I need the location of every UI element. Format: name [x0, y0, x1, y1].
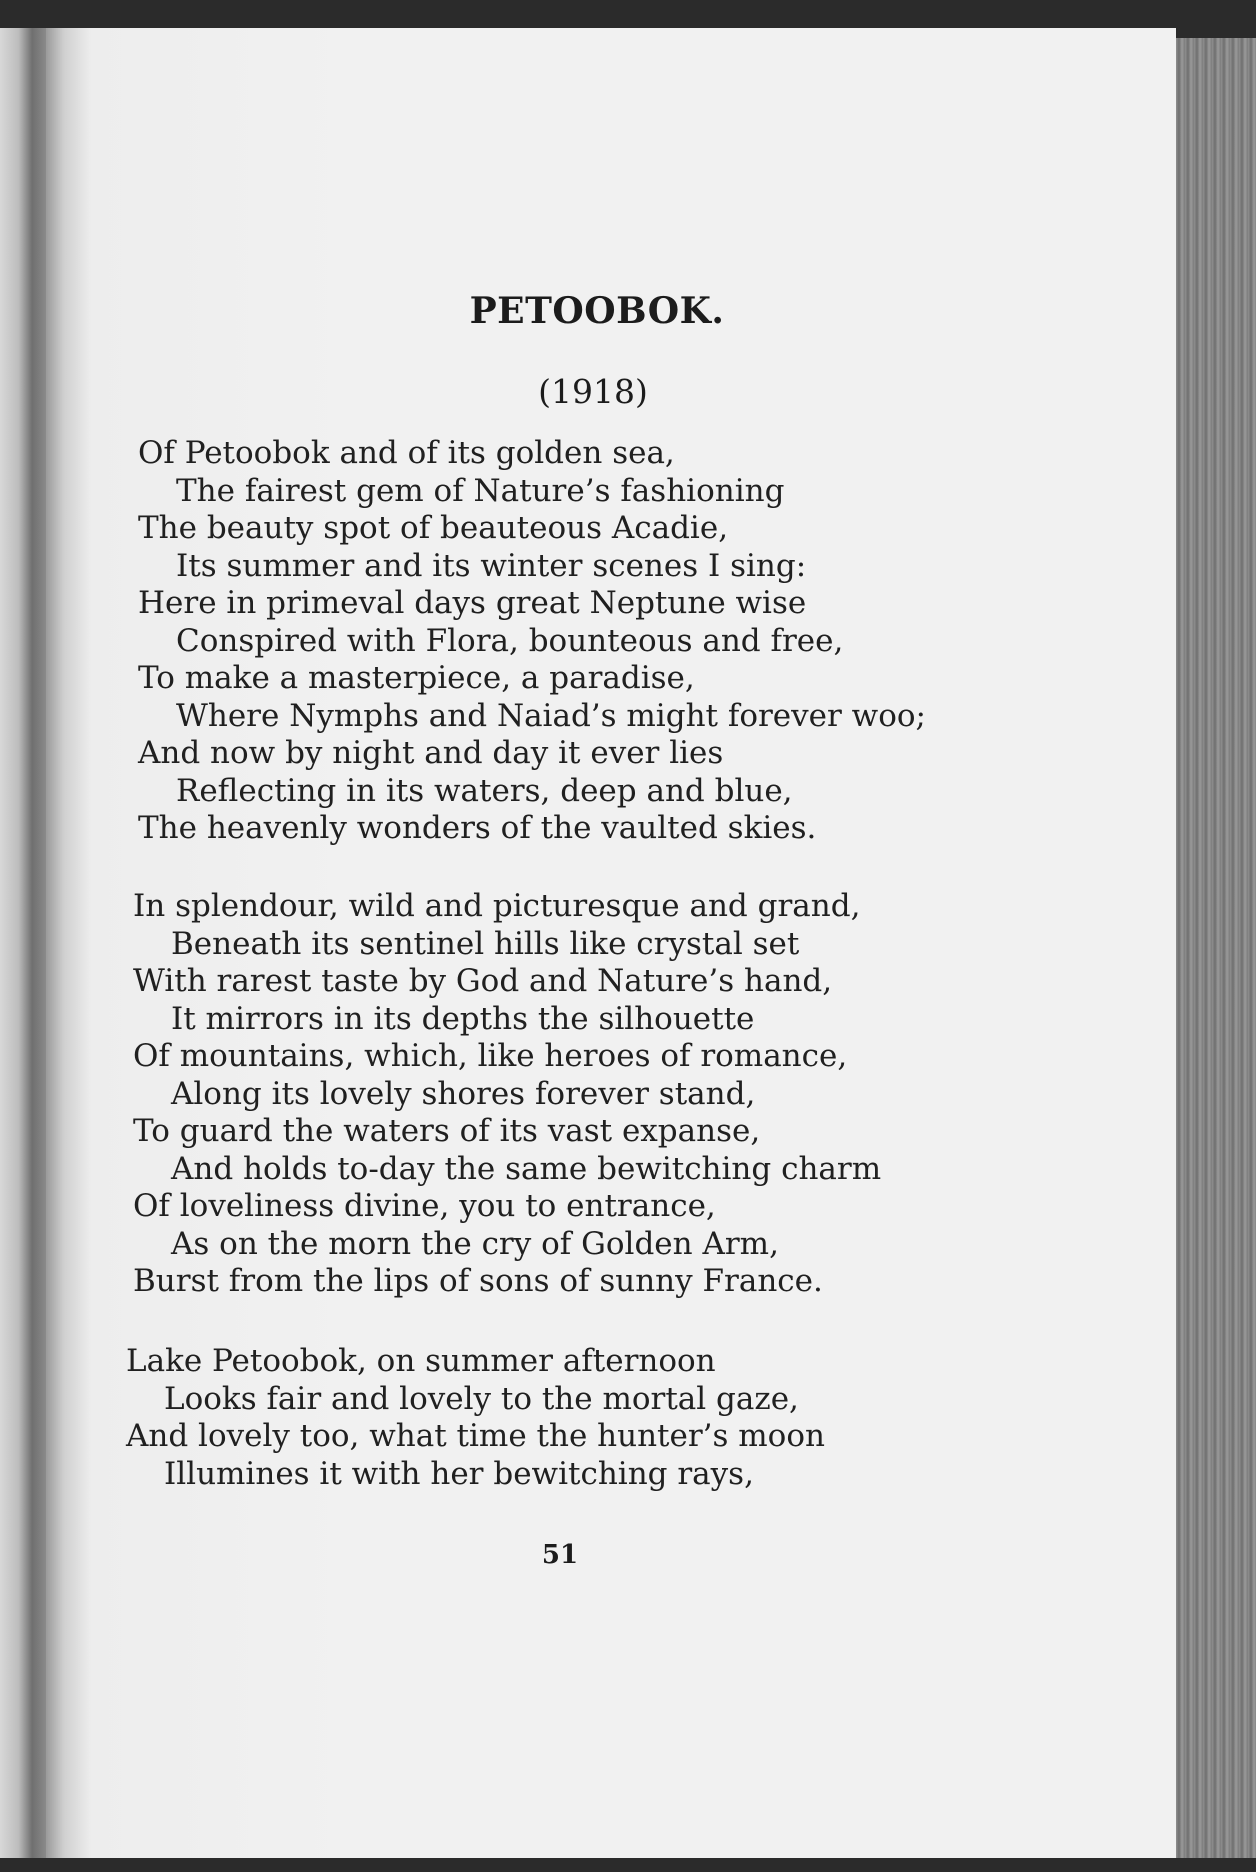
poem-date: (1918) — [538, 372, 648, 411]
poem-line: Lake Petoobok, on summer afternoon — [126, 1343, 716, 1379]
stanza-1 — [138, 435, 926, 848]
poem-line: The beauty spot of beauteous Acadie, — [138, 510, 729, 546]
poem-line: The heavenly wonders of the vaulted skies. — [138, 810, 817, 846]
poem-line: Here in primeval days great Neptune wise — [138, 585, 807, 621]
poem-line: The fairest gem of Nature’s fashioning — [176, 472, 785, 509]
poem-line: With rarest taste by God and Nature’s hand, — [133, 963, 833, 999]
poem-line: To guard the waters of its vast expanse, — [133, 1113, 761, 1149]
stanza-3 — [126, 1343, 825, 1493]
poem-line: Along its lovely shores forever stand, — [171, 1075, 756, 1112]
page-number: 51 — [541, 1540, 579, 1570]
book-gutter — [0, 28, 46, 1858]
poem-line: Its summer and its winter scenes I sing: — [176, 547, 807, 584]
poem-line: In splendour, wild and picturesque and grand, — [133, 888, 861, 924]
poem-line: And holds to-day the same bewitching charm — [171, 1150, 882, 1187]
poem-title: PETOOBOK. — [469, 290, 725, 332]
poem-line: Burst from the lips of sons of sunny France. — [133, 1263, 823, 1299]
poem-line: And now by night and day it ever lies — [138, 735, 724, 771]
page-edges — [1176, 38, 1256, 1858]
stanza-2 — [133, 888, 881, 1301]
poem-line: Where Nymphs and Naiad’s might forever woo; — [176, 697, 926, 734]
poem-line: And lovely too, what time the hunter’s moon — [126, 1418, 825, 1454]
poem-line: It mirrors in its depths the silhouette — [171, 1000, 755, 1037]
poem-line: Of Petoobok and of its golden sea, — [138, 435, 675, 471]
poem-line: Of mountains, which, like heroes of romance, — [133, 1038, 848, 1074]
poem-line: Illumines it with her bewitching rays, — [164, 1455, 754, 1492]
poem-line: Beneath its sentinel hills like crystal set — [171, 925, 800, 962]
poem-line: To make a masterpiece, a paradise, — [138, 660, 695, 696]
poem-line: As on the morn the cry of Golden Arm, — [171, 1225, 779, 1262]
poem-line: Of loveliness divine, you to entrance, — [133, 1188, 716, 1224]
poem-line: Reflecting in its waters, deep and blue, — [176, 772, 793, 809]
poem-line: Looks fair and lovely to the mortal gaze, — [164, 1380, 799, 1417]
poem-line: Conspired with Flora, bounteous and free, — [176, 622, 844, 659]
